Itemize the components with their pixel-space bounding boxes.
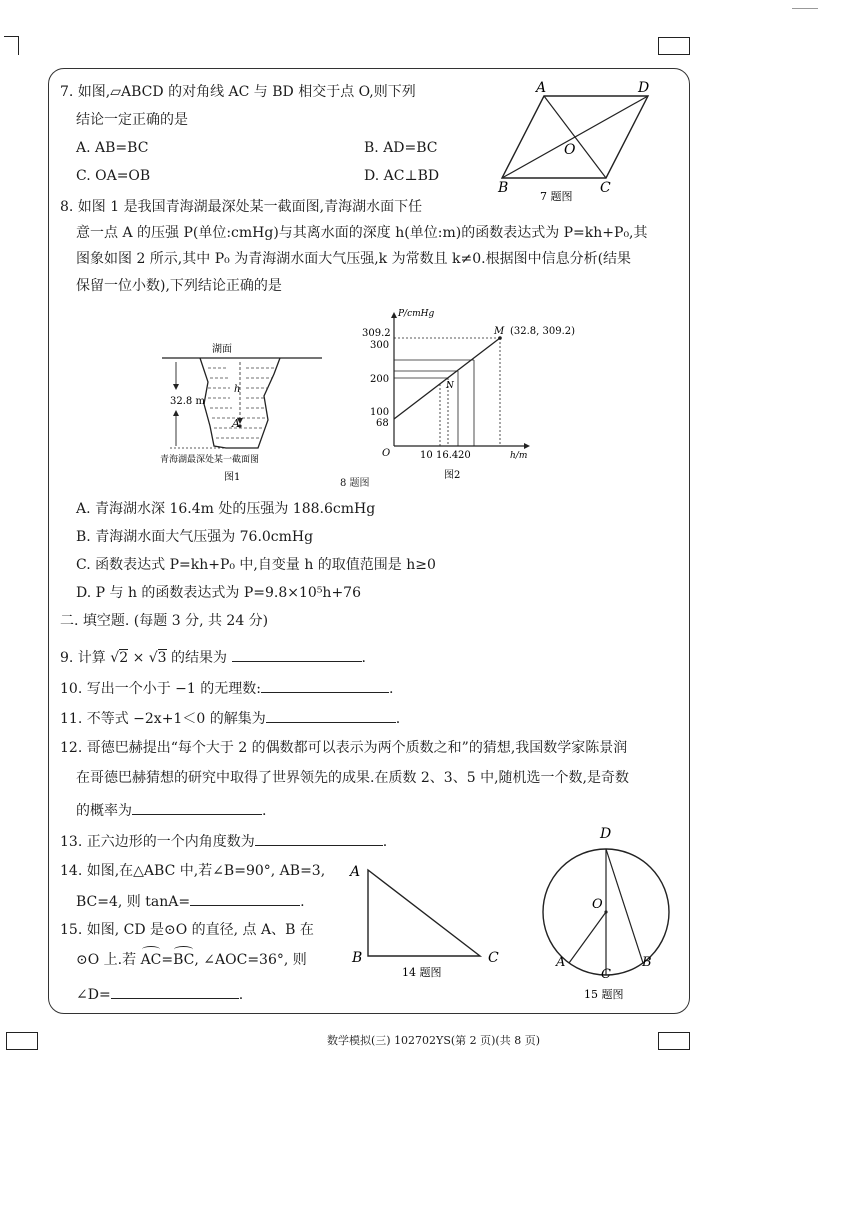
q9-answer-blank[interactable] <box>232 647 362 662</box>
q9-prefix: 9. 计算 <box>60 650 106 666</box>
sqrt-symbol: √ <box>148 650 158 666</box>
q11-answer-blank[interactable] <box>266 708 396 723</box>
sqrt-symbol: √ <box>110 650 120 666</box>
vertex-d: D <box>638 80 650 96</box>
arc-bc <box>173 951 194 969</box>
point-a: A <box>556 955 566 970</box>
figure1-label: 图1 <box>224 472 241 483</box>
registration-mark-top-left <box>4 36 19 55</box>
y-tick-200: 200 <box>370 374 390 385</box>
q7-line2: 结论一定正确的是 <box>76 112 188 128</box>
q8-line3: 图象如图 2 所示,其中 P₀ 为青海湖水面大气压强,k 为常数且 k≠0.根据图中信息分析(结果 <box>76 251 632 267</box>
diagonal-bd <box>502 96 648 178</box>
q11-line <box>60 708 400 728</box>
q7-figure-caption: 7 题图 <box>540 190 573 203</box>
q15-line2 <box>76 951 307 969</box>
vertex-c: C <box>600 180 611 196</box>
scan-mark <box>792 8 818 9</box>
arc-equals: = <box>161 952 174 968</box>
q12-line1: 12. 哥德巴赫提出“每个大于 2 的偶数都可以表示为两个质数之和”的猜想,我国数学家陈景润 <box>60 740 628 756</box>
point-o: O <box>564 142 576 158</box>
q12-period: . <box>262 803 267 819</box>
q9-times: × <box>132 650 145 666</box>
q15-circle-figure <box>536 822 686 1006</box>
q9-period: . <box>361 650 366 666</box>
q12-line2: 在哥德巴赫猜想的研究中取得了世界领先的成果.在质数 2、3、5 中,随机选一个数,是奇数 <box>76 770 629 786</box>
q13-text: 13. 正六边形的一个内角度数为 <box>60 834 255 850</box>
q15-line3-wrap <box>76 984 243 1004</box>
q8-figure2-pressure-graph <box>350 302 620 490</box>
q8-figure1-lake-section <box>150 330 340 490</box>
q7-parallelogram-figure <box>488 76 658 206</box>
arc-ac-label: AC <box>140 952 162 968</box>
q9-radicand-2: 3 <box>157 650 167 666</box>
section2-heading: 二. 填空题. (每题 3 分, 共 24 分) <box>60 613 269 629</box>
q15-answer-blank[interactable] <box>111 984 239 999</box>
vertex-a: A <box>350 864 361 880</box>
q15-figure-caption: 15 题图 <box>584 988 624 1001</box>
q7-option-d: D. AC⊥BD <box>364 168 440 184</box>
q7-line1: 7. 如图,▱ABCD 的对角线 AC 与 BD 相交于点 O,则下列 <box>60 84 416 100</box>
point-m-label: M <box>494 326 505 337</box>
q8-option-c: C. 函数表达式 P=kh+P₀ 中,自变量 h 的取值范围是 h≥0 <box>76 557 436 573</box>
point-o: O <box>592 897 603 912</box>
point-b: B <box>642 955 652 970</box>
point-a-label: A <box>232 417 240 430</box>
point-d: D <box>600 826 612 842</box>
q9-radicand-1: 2 <box>119 650 129 666</box>
point-c: C <box>601 967 611 982</box>
q15-period: . <box>238 987 244 1003</box>
q13-answer-blank[interactable] <box>255 831 383 846</box>
depth-h-label: h <box>234 384 241 395</box>
q15-line3: ∠D= <box>76 987 111 1003</box>
x-tick-10: 10 <box>420 450 433 461</box>
q14-answer-blank[interactable] <box>190 891 300 906</box>
y-tick-100: 100 <box>370 407 390 418</box>
y-tick-68: 68 <box>376 418 389 429</box>
point-m-coordinates: (32.8, 309.2) <box>510 326 576 337</box>
arc-ac <box>141 951 162 969</box>
x-tick-20: 20 <box>458 450 471 461</box>
origin-label: O <box>382 448 391 459</box>
q10-text: 10. 写出一个小于 −1 的无理数: <box>60 681 261 697</box>
center-dot <box>604 910 607 913</box>
q8-line4: 保留一位小数),下列结论正确的是 <box>76 278 282 294</box>
arc-bc-label: BC <box>173 952 195 968</box>
q8-option-d: D. P 与 h 的函数表达式为 P=9.8×10⁵h+76 <box>76 585 361 601</box>
water-hatching <box>208 368 274 438</box>
q8-line2: 意一点 A 的压强 P(单位:cmHg)与其离水面的深度 h(单位:m)的函数表达式为 P=kh+P₀,其 <box>76 225 648 241</box>
figure1-caption: 青海湖最深处某一截面图 <box>160 455 260 465</box>
q10-line <box>60 678 393 698</box>
q14-line2-wrap <box>76 891 305 911</box>
q14-line1: 14. 如图,在△ABC 中,若∠B=90°, AB=3, <box>60 863 326 879</box>
q8-figure-caption: 8 题图 <box>340 478 370 489</box>
figure2-label: 图2 <box>444 470 461 481</box>
q8-option-b: B. 青海湖水面大气压强为 76.0cmHg <box>76 529 314 545</box>
q13-line <box>60 831 387 851</box>
point-n-label: N <box>446 381 454 391</box>
q15-line1: 15. 如图, CD 是⊙O 的直径, 点 A、B 在 <box>60 922 314 938</box>
y-axis-label: P/cmHg <box>398 309 435 319</box>
function-line <box>394 338 500 419</box>
q14-line2: BC=4, 则 tanA= <box>76 894 191 910</box>
x-axis-label: h/m <box>510 451 528 461</box>
q9-suffix: 的结果为 <box>171 650 228 666</box>
x-tick-16-4: 16.4 <box>436 450 459 461</box>
q14-right-triangle-figure <box>346 858 506 982</box>
depth-value-label: 32.8 m <box>170 396 205 407</box>
q14-period: . <box>300 894 305 910</box>
q13-period: . <box>382 834 388 850</box>
chord-db <box>606 849 643 963</box>
lake-surface-label: 湖面 <box>212 344 232 355</box>
q15-line2-suffix: , ∠AOC=36°, 则 <box>194 952 307 968</box>
q10-period: . <box>388 681 394 697</box>
radius-oa <box>569 912 606 963</box>
guide-lines <box>394 338 500 446</box>
q15-line2-prefix: ⊙O 上.若 <box>76 952 137 968</box>
q12-line3-wrap <box>76 800 266 820</box>
y-tick-300: 300 <box>370 340 390 351</box>
page-footer: 数学模拟(三) 102702YS(第 2 页)(共 8 页) <box>326 1034 541 1047</box>
q7-option-b: B. AD=BC <box>364 140 438 156</box>
vertex-b: B <box>498 180 509 196</box>
vertex-a: A <box>536 80 547 96</box>
q7-option-c: C. OA=OB <box>76 168 151 184</box>
q11-period: . <box>395 711 401 727</box>
q11-text: 11. 不等式 −2x+1＜0 的解集为 <box>60 711 266 727</box>
q8-option-a: A. 青海湖水深 16.4m 处的压强为 188.6cmHg <box>76 501 376 517</box>
q10-answer-blank[interactable] <box>261 678 389 693</box>
q14-figure-caption: 14 题图 <box>402 966 442 979</box>
q7-option-a: A. AB=BC <box>76 140 149 156</box>
y-tick-309-2: 309.2 <box>362 328 391 339</box>
registration-box-top-right <box>658 37 690 55</box>
q12-answer-blank[interactable] <box>132 800 262 815</box>
triangle-abc <box>368 870 480 956</box>
q12-line3: 的概率为 <box>76 803 132 819</box>
vertex-c: C <box>488 950 499 966</box>
q8-line1: 8. 如图 1 是我国青海湖最深处某一截面图,青海湖水面下任 <box>60 199 423 215</box>
vertex-b: B <box>352 950 363 966</box>
q9-line <box>60 647 366 667</box>
